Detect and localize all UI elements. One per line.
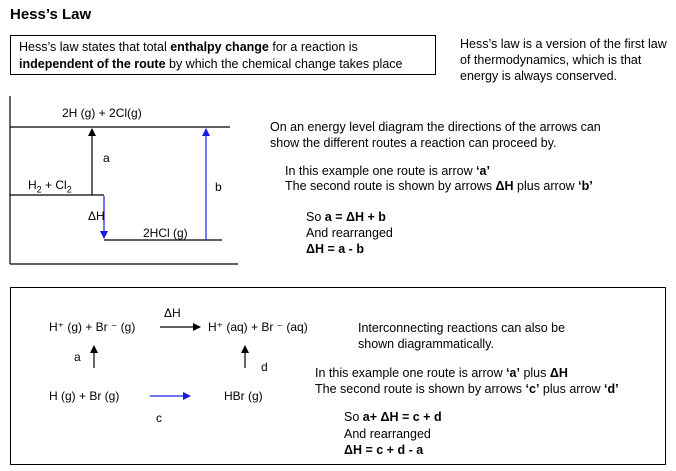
- route-b-mid: plus arrow: [513, 179, 579, 193]
- page-title: Hess’s Law: [10, 6, 92, 23]
- diagram2-eq3: [344, 443, 423, 457]
- diagram1-eq3: [306, 242, 364, 256]
- diagram1-route-b: [285, 179, 593, 193]
- diagram1-eq1: [306, 210, 386, 224]
- eq2-1-so: So: [344, 410, 363, 424]
- arrow-d-2-label: d: [261, 360, 268, 374]
- diagram2-eq2: And rearranged: [344, 427, 431, 441]
- bottom-right-species: HBr (g): [224, 389, 263, 403]
- arrow-a-2-label: a: [74, 350, 81, 364]
- diagram2-intro-line1: Interconnecting reactions can also be: [358, 321, 566, 335]
- diagram2-intro-line2: shown diagrammatically.: [358, 337, 494, 351]
- diagram1-eq2: And rearranged: [306, 226, 393, 240]
- route2-a-bold: ‘a’: [506, 366, 520, 380]
- h2-h: H: [28, 178, 37, 192]
- definition-text-2: for a reaction is: [268, 40, 358, 54]
- level-bottom-label: 2HCl (g): [143, 226, 188, 240]
- arrow-dh-label: ΔH: [88, 209, 105, 223]
- route2-a-text: In this example one route is arrow: [315, 366, 507, 380]
- arrow-a-label: a: [103, 151, 110, 165]
- level-middle-label: [28, 178, 72, 194]
- diagram2-route-a: [315, 366, 568, 380]
- arrow-c-2-label: c: [156, 411, 162, 425]
- bottom-left-species: H (g) + Br (g): [49, 389, 120, 403]
- h2-sub: 2: [36, 184, 42, 195]
- route2-c-mid: plus arrow: [539, 382, 605, 396]
- diagram1-text-line1: On an energy level diagram the directions of the arrows can: [270, 120, 601, 134]
- cl2-sub: 2: [66, 184, 72, 195]
- cl2-cl: + Cl: [41, 178, 67, 192]
- definition-bold-2: independent of the route: [19, 57, 166, 71]
- route-a-bold: ‘a’: [476, 164, 490, 178]
- side-note: Hess’s law is a version of the first law of thermodynamics, which is that energy is always conserved.: [460, 37, 667, 83]
- route-b-bold2: ‘b’: [578, 179, 593, 193]
- definition-text-3: by which the chemical change takes place: [165, 57, 403, 71]
- eq2-1-bold: a+ ΔH = c + d: [362, 410, 442, 424]
- diagram2-route-c: [315, 382, 619, 396]
- route-a-text: In this example one route is arrow: [285, 164, 477, 178]
- level-top-label: 2H (g) + 2Cl(g): [62, 106, 142, 120]
- definition-text-1: Hess’s law states that total: [19, 40, 171, 54]
- arrow-dh-2-label: ΔH: [164, 306, 181, 320]
- eq1-so: So: [306, 210, 325, 224]
- route2-a-mid: plus: [519, 366, 550, 380]
- route2-c-bold2: ‘d’: [604, 382, 619, 396]
- diagram2-eq1: [344, 410, 442, 424]
- route2-a-bold2: ΔH: [549, 366, 568, 380]
- eq3-bold: ΔH = a - b: [306, 242, 364, 256]
- route-b-bold1: ΔH: [495, 179, 514, 193]
- route-b-text: The second route is shown by arrows: [285, 179, 496, 193]
- route2-c-text: The second route is shown by arrows: [315, 382, 526, 396]
- arrow-b-label: b: [215, 180, 222, 194]
- diagram1-text-line2: show the different routes a reaction can proceed by.: [270, 136, 557, 150]
- top-left-species: H⁺ (g) + Br ⁻ (g): [49, 320, 136, 334]
- top-right-species: H⁺ (aq) + Br ⁻ (aq): [208, 320, 308, 334]
- definition-bold-1: enthalpy change: [170, 40, 269, 54]
- eq2-3-bold: ΔH = c + d - a: [344, 443, 424, 457]
- diagram1-route-a: [285, 164, 490, 178]
- route2-c-bold1: ‘c’: [525, 382, 540, 396]
- eq1-bold: a = ΔH + b: [324, 210, 386, 224]
